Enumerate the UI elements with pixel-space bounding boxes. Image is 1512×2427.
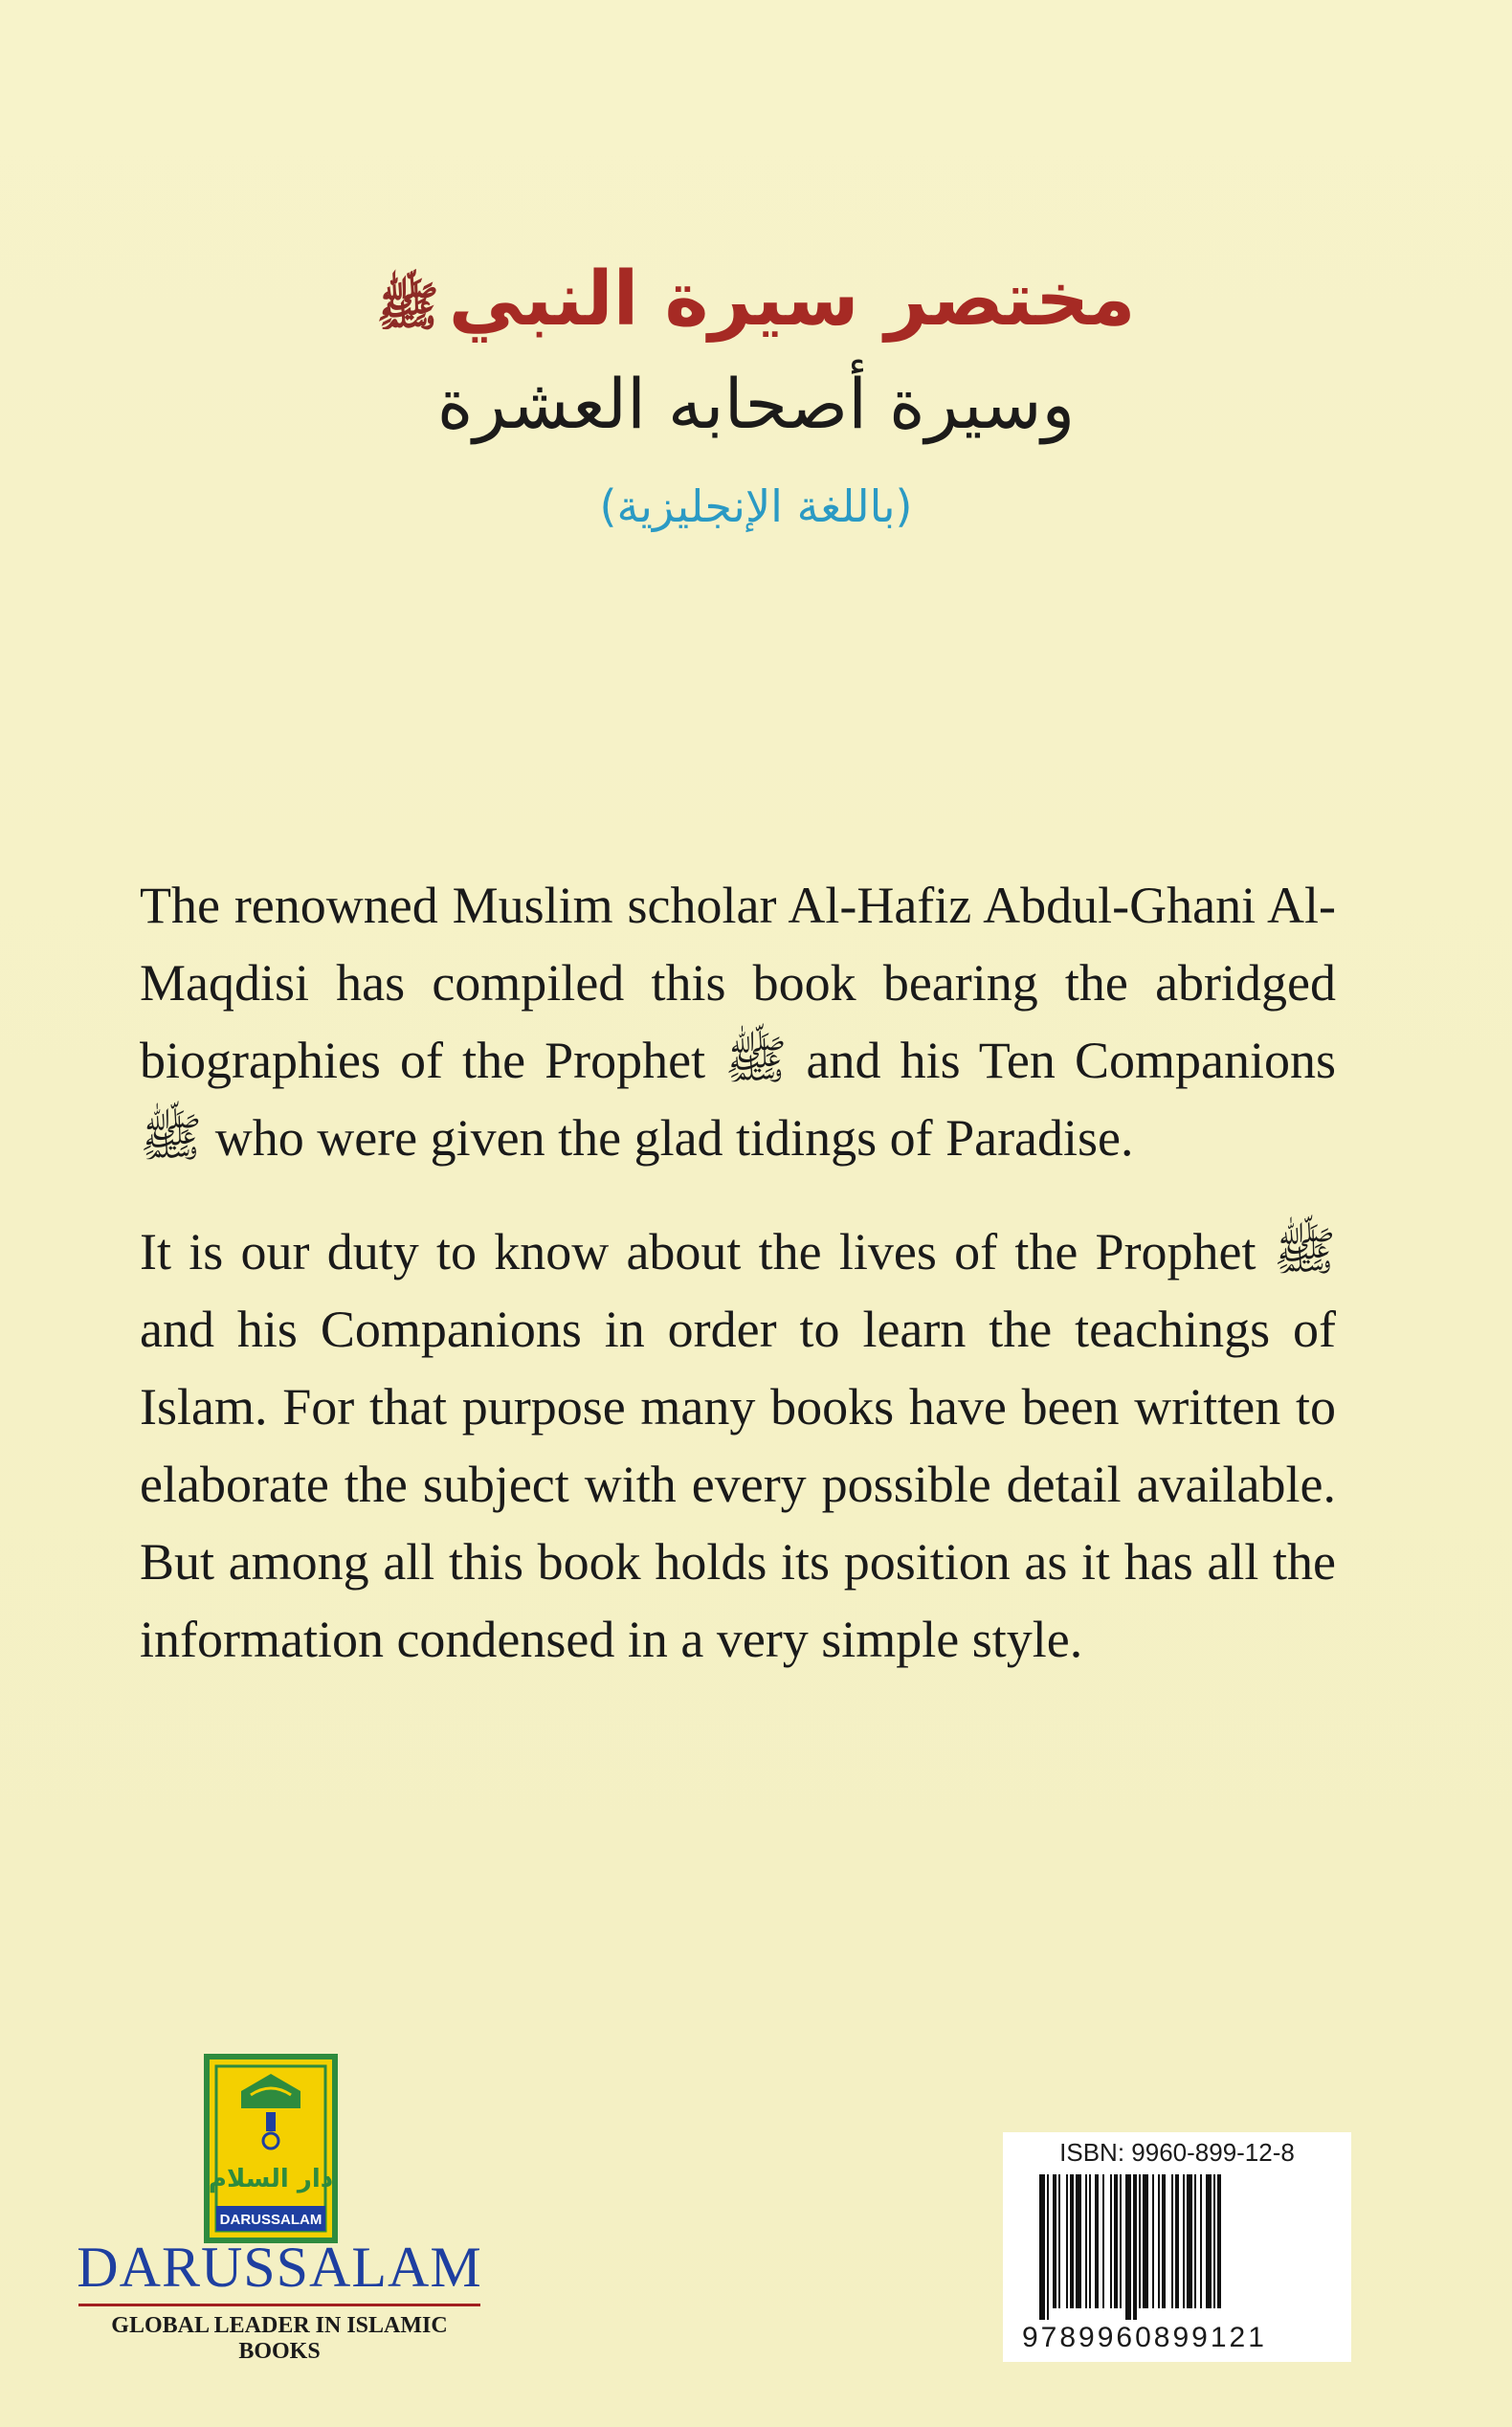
barcode-bar <box>1058 2174 1060 2308</box>
barcode-bar <box>1162 2174 1166 2308</box>
arabic-title <box>0 256 1512 350</box>
barcode-bar <box>1175 2174 1179 2308</box>
barcode-bar <box>1183 2174 1185 2308</box>
barcode-bar <box>1133 2174 1137 2320</box>
barcode-icon <box>1037 2174 1321 2320</box>
arabic-subtitle: وسيرة أصحابه العشرة <box>436 364 1076 444</box>
barcode-bar <box>1053 2174 1056 2308</box>
publisher-name: DARUSSALAM <box>77 2236 482 2299</box>
barcode-bar <box>1187 2174 1192 2308</box>
darussalam-emblem-icon <box>203 2053 339 2244</box>
honorific-glyph: ﷺ <box>376 277 439 337</box>
barcode-bar <box>1066 2174 1068 2308</box>
barcode-bar <box>1114 2174 1118 2308</box>
barcode-bar <box>1039 2174 1045 2320</box>
emblem-arabic: دار السلام <box>208 2165 334 2193</box>
publisher-divider <box>78 2304 480 2306</box>
barcode-bar <box>1206 2174 1212 2308</box>
isbn-barcode-block <box>1003 2132 1351 2362</box>
barcode-bar <box>1200 2174 1202 2308</box>
barcode-bar <box>1120 2174 1122 2308</box>
barcode-bar <box>1102 2174 1104 2308</box>
barcode-bar <box>1047 2174 1049 2320</box>
emblem-label: DARUSSALAM <box>219 2212 322 2228</box>
barcode-bar <box>1171 2174 1173 2308</box>
barcode-digits: 9789960899121 <box>1022 2322 1267 2353</box>
barcode-bar <box>1213 2174 1215 2308</box>
isbn-label: ISBN: 9960-899-12-8 <box>1059 2138 1295 2167</box>
barcode-bar <box>1143 2174 1148 2308</box>
barcode-bar <box>1217 2174 1221 2308</box>
barcode-bar <box>1158 2174 1160 2308</box>
description-paragraph-1: The renowned Muslim scholar Al-Hafiz Abdul-Ghani Al-Maqdisi has compiled this book bearing the abridged biographies of the Prophet ﷺ and his Ten Companions ﷺ who were given the glad tidings of Paradise. <box>140 877 1336 1167</box>
barcode-bar <box>1070 2174 1074 2308</box>
barcode-bar <box>1152 2174 1154 2308</box>
arabic-title-text: مختصر سيرة النبي <box>448 256 1136 343</box>
arabic-language-note: (باللغة الإنجليزية) <box>599 480 913 532</box>
barcode-bar <box>1095 2174 1099 2308</box>
publisher-logo <box>69 2053 490 2364</box>
barcode-bar <box>1089 2174 1091 2308</box>
barcode-bar <box>1139 2174 1141 2308</box>
publisher-tagline: GLOBAL LEADER IN ISLAMIC BOOKS <box>111 2313 448 2364</box>
barcode-bar <box>1085 2174 1087 2308</box>
description-paragraph-2: It is our duty to know about the lives of the Prophet ﷺ and his Companions in order to learn the teachings of Islam. For that purpose many books have been written to elaborate the subject with every possible detail available. But among all this book holds its position as it has all the information condensed in a very simple style. <box>140 1223 1336 1668</box>
barcode-bar <box>1110 2174 1112 2308</box>
barcode-bar <box>1125 2174 1131 2320</box>
barcode-bar <box>1194 2174 1196 2308</box>
barcode-bar <box>1076 2174 1081 2308</box>
